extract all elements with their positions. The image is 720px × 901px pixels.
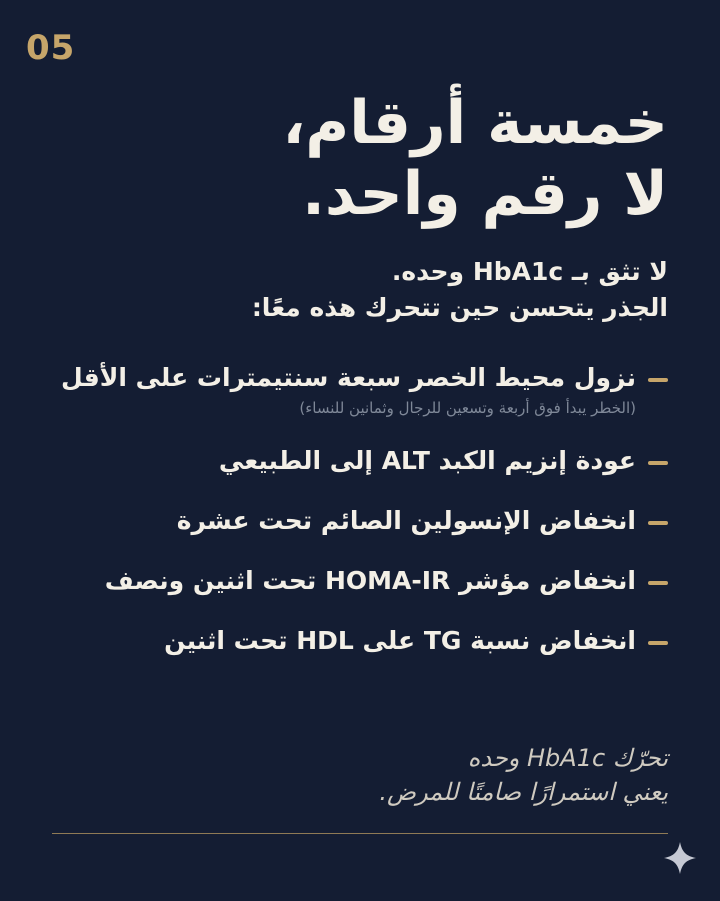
- dash-marker: [648, 461, 668, 465]
- list-item-text: انخفاض مؤشر HOMA-IR تحت اثنين ونصف: [104, 566, 636, 596]
- list-item-text-wrap: [52, 360, 636, 419]
- dash-marker: [648, 581, 668, 585]
- list-item-text: نزول محيط الخصر سبعة سنتيمترات على الأقل: [61, 363, 636, 393]
- headline: [52, 88, 668, 230]
- page-number: 05: [26, 28, 76, 68]
- list-item-text-wrap: [52, 623, 636, 659]
- list-item-text: انخفاض الإنسولين الصائم تحت عشرة: [176, 505, 636, 535]
- intro-line-1: لا تثق بـ HbA1c وحده.: [391, 256, 668, 286]
- list-item-tg-hdl: [52, 623, 668, 659]
- list-item-text-wrap: [52, 503, 636, 539]
- intro: [52, 254, 668, 327]
- headline-line-2: لا رقم واحد.: [302, 158, 668, 229]
- list-item-note: (الخطر يبدأ فوق أربعة وتسعين للرجال وثمانين للنساء): [299, 399, 636, 418]
- content: [52, 88, 668, 684]
- headline-line-1: خمسة أرقام،: [282, 88, 668, 158]
- footer-line-1: تحرّك HbA1c وحده: [467, 744, 668, 772]
- footer-line-2: يعني استمرارًا صامتًا للمرض.: [379, 777, 668, 806]
- criteria-list: [52, 360, 668, 660]
- list-item-text-wrap: [52, 563, 636, 599]
- list-item-waist: [52, 360, 668, 419]
- intro-line-2: الجذر يتحسن حين تتحرك هذه معًا:: [251, 292, 668, 322]
- dash-marker: [648, 378, 668, 382]
- sparkle-icon: [662, 840, 698, 876]
- divider: [52, 833, 668, 834]
- list-item-insulin: [52, 503, 668, 539]
- list-item-text: عودة إنزيم الكبد ALT إلى الطبيعي: [218, 445, 636, 475]
- list-item-homa: [52, 563, 668, 599]
- list-item-text: انخفاض نسبة TG على HDL تحت اثنين: [164, 626, 636, 656]
- footer-note: [52, 742, 668, 809]
- list-item-alt: [52, 443, 668, 479]
- list-item-text-wrap: [52, 443, 636, 479]
- dash-marker: [648, 521, 668, 525]
- dash-marker: [648, 641, 668, 645]
